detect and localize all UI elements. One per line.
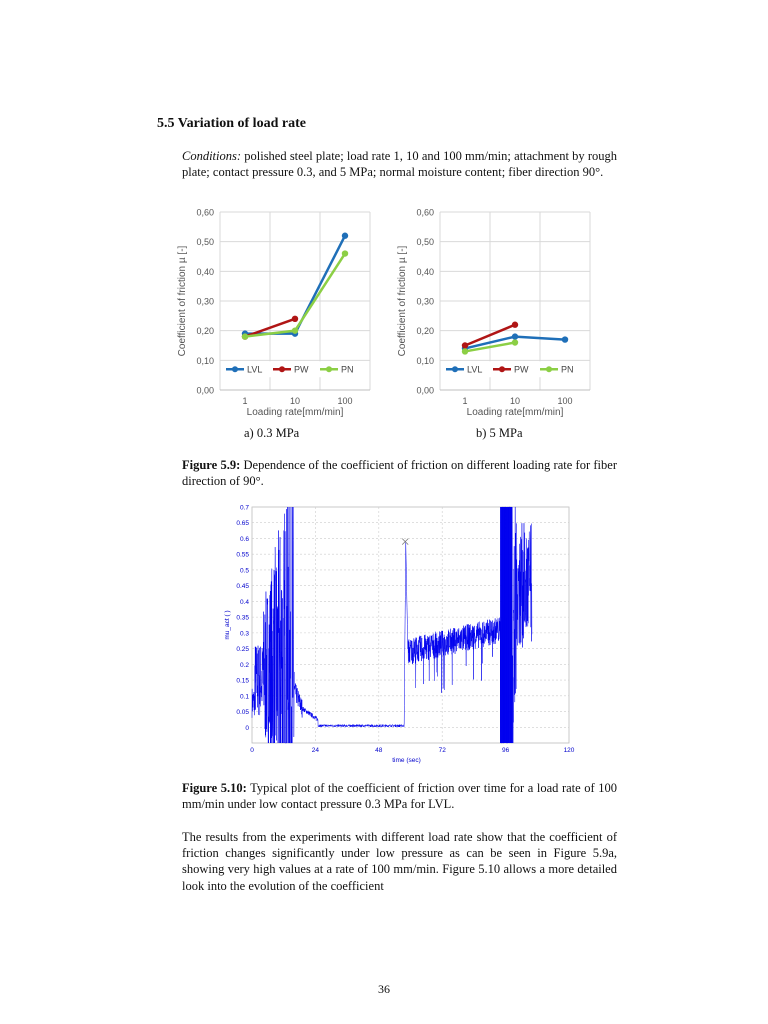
conditions-paragraph xyxy=(182,148,617,180)
data-point-pn xyxy=(342,250,348,256)
legend-label-lvl: LVL xyxy=(247,364,263,375)
data-point-pw xyxy=(512,322,518,328)
y-tick-label: 0,10 xyxy=(416,355,434,366)
x-axis-label: Loading rate[mm/min] xyxy=(246,407,344,418)
y-tick-label: 0,00 xyxy=(196,385,214,396)
data-point-pn xyxy=(462,348,468,354)
y-tick-label: 0.7 xyxy=(239,504,249,512)
legend-label-pn: PN xyxy=(561,364,574,375)
legend-marker-pw xyxy=(499,366,505,372)
y-tick-label: 0,10 xyxy=(196,355,214,366)
conditions-label: Conditions: xyxy=(182,149,242,163)
legend-marker-lvl xyxy=(232,366,238,372)
x-tick-label: 100 xyxy=(337,396,353,406)
y-tick-label: 0.1 xyxy=(239,693,249,701)
y-tick-label: 0,00 xyxy=(416,385,434,396)
legend-label-pw: PW xyxy=(514,364,529,375)
x-tick-label: 1 xyxy=(462,396,468,406)
y-tick-label: 0,40 xyxy=(196,266,214,277)
y-tick-label: 0.65 xyxy=(236,520,249,528)
y-tick-label: 0.15 xyxy=(236,677,249,685)
data-point-pn xyxy=(292,327,298,333)
y-tick-label: 0.35 xyxy=(236,614,249,622)
chart-b-5mpa xyxy=(392,200,607,425)
legend-marker-pw xyxy=(279,366,285,372)
y-tick-label: 0.05 xyxy=(236,709,249,717)
x-tick-label: 1 xyxy=(242,396,248,406)
y-tick-label: 0.3 xyxy=(239,630,249,638)
figure-5-10-label: Figure 5.10: xyxy=(182,781,247,795)
y-axis-label: Coefficient of friction µ [-] xyxy=(177,245,188,357)
figure-5-9-text: Dependence of the coefficient of friction on different loading rate for fiber direction of 90°. xyxy=(182,458,617,489)
x-tick-label: 10 xyxy=(509,396,521,406)
chart-friction-over-time xyxy=(222,500,582,770)
legend-marker-lvl xyxy=(452,366,458,372)
chart-a-0-3mpa xyxy=(172,200,382,425)
body-paragraph: The results from the experiments with different load rate show that the coefficient of friction changes significantly under low pressure as can be seen in Figure 5.9a, showing very high values at a rate of 100 mm/min. Figure 5.10 allows a more detailed look into the evolution of the coefficient xyxy=(182,830,617,893)
signal-dense-band xyxy=(500,507,512,743)
chart-a-subcaption: a) 0.3 MPa xyxy=(244,426,300,440)
figure-5-9-label: Figure 5.9: xyxy=(182,458,241,472)
y-tick-label: 0,40 xyxy=(416,266,434,277)
y-tick-label: 0 xyxy=(245,724,249,732)
x-tick-label: 96 xyxy=(501,747,510,754)
x-tick-label: 100 xyxy=(557,396,573,406)
data-point-lvl xyxy=(342,233,348,239)
x-tick-label: 10 xyxy=(289,396,301,406)
figure-5-10-caption xyxy=(182,780,617,812)
x-axis-label: time (sec) xyxy=(392,757,421,764)
y-axis-label: mu_act ( ) xyxy=(224,610,231,640)
x-tick-label: 72 xyxy=(438,747,446,754)
page-number: 36 xyxy=(378,982,390,996)
y-tick-label: 0,30 xyxy=(196,296,214,307)
data-point-lvl xyxy=(512,333,518,339)
x-tick-label: 120 xyxy=(563,747,575,754)
x-axis-label: Loading rate[mm/min] xyxy=(466,407,564,418)
y-axis-label: Coefficient of friction µ [-] xyxy=(397,245,408,357)
y-tick-label: 0.25 xyxy=(236,646,249,654)
y-tick-label: 0,60 xyxy=(196,207,214,218)
y-tick-label: 0,60 xyxy=(416,207,434,218)
legend-label-lvl: LVL xyxy=(467,364,483,375)
section-heading: 5.5 Variation of load rate xyxy=(157,116,306,131)
data-point-pn xyxy=(512,339,518,345)
figure-5-9-caption xyxy=(182,457,617,489)
y-tick-label: 0.5 xyxy=(239,567,249,575)
y-tick-label: 0.55 xyxy=(236,551,249,559)
conditions-text: polished steel plate; load rate 1, 10 and 100 mm/min; attachment by rough plate; contact pressure 0.3, and 5 MPa; normal moisture content; fiber direction 90°. xyxy=(182,149,617,180)
legend-label-pn: PN xyxy=(341,364,354,375)
y-tick-label: 0.45 xyxy=(236,583,249,591)
y-tick-label: 0.2 xyxy=(239,661,249,669)
y-tick-label: 0,50 xyxy=(416,237,434,248)
y-tick-label: 0.6 xyxy=(239,535,249,543)
legend-marker-pn xyxy=(326,366,332,372)
data-point-pw xyxy=(292,316,298,322)
y-tick-label: 0,20 xyxy=(196,326,214,337)
legend-label-pw: PW xyxy=(294,364,309,375)
plot-area xyxy=(252,507,569,743)
x-tick-label: 24 xyxy=(311,747,320,754)
y-tick-label: 0,30 xyxy=(416,296,434,307)
y-tick-label: 0,20 xyxy=(416,326,434,337)
chart-b-subcaption: b) 5 MPa xyxy=(476,426,523,440)
figure-5-10-text: Typical plot of the coefficient of friction over time for a load rate of 100 mm/min under low contact pressure 0.3 MPa for LVL. xyxy=(182,781,617,812)
data-point-pn xyxy=(242,333,248,339)
data-point-lvl xyxy=(562,336,568,342)
y-tick-label: 0.4 xyxy=(239,598,249,606)
x-tick-label: 48 xyxy=(375,747,383,754)
x-tick-label: 0 xyxy=(250,747,254,754)
data-point-pw xyxy=(462,342,468,348)
y-tick-label: 0,50 xyxy=(196,237,214,248)
legend-marker-pn xyxy=(546,366,552,372)
